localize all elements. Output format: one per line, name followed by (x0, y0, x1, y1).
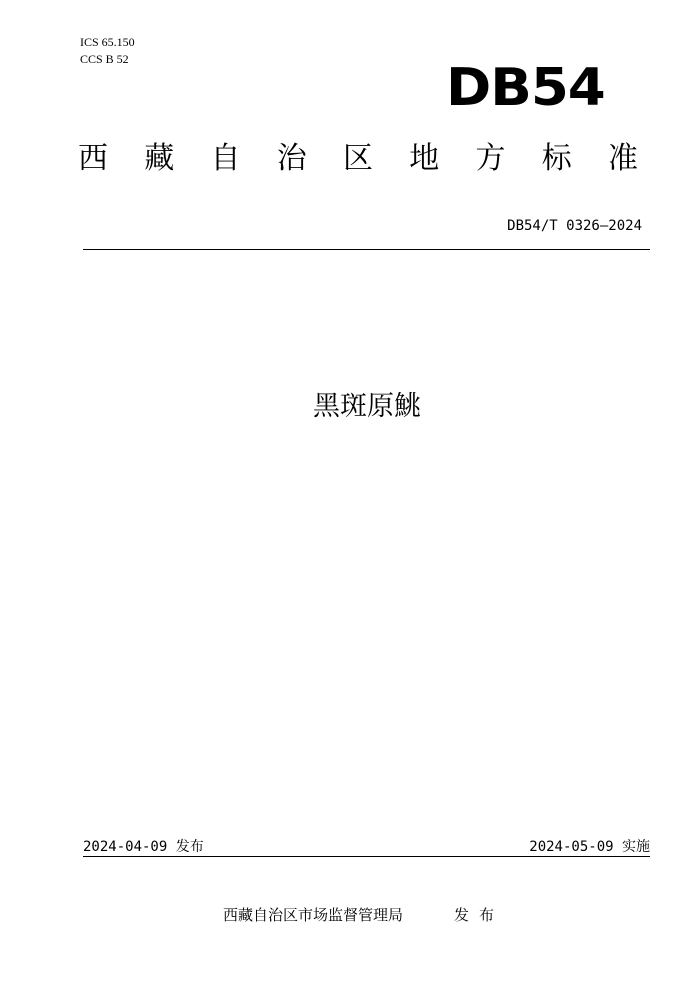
ics-code: ICS 65.150 (80, 35, 135, 49)
title-char: 准 (608, 141, 638, 176)
title-char: 标 (541, 141, 572, 176)
title-char: 藏 (144, 141, 175, 176)
issuing-authority: 西藏自治区市场监督管理局 (223, 906, 404, 924)
effective-date-line (529, 836, 650, 856)
title-char: 治 (276, 141, 307, 176)
title-char: 西 (78, 141, 108, 176)
title-char: 自 (210, 141, 241, 176)
document-number: DB54/T 0326—2024 (507, 218, 642, 234)
classification-codes (80, 34, 135, 68)
footer-divider (83, 856, 650, 857)
issue-label: 发布 (454, 906, 505, 924)
header-divider (83, 249, 650, 250)
publish-label: 发布 (175, 839, 204, 855)
publish-date: 2024-04-09 (83, 839, 168, 855)
title-char: 方 (475, 141, 506, 176)
document-title: 黑斑原鮡 (313, 391, 421, 422)
effective-label: 实施 (622, 839, 650, 855)
standard-logo: DB54 (446, 58, 605, 118)
ccs-code: CCS B 52 (80, 52, 129, 66)
standard-type-title (78, 133, 638, 177)
title-char: 地 (409, 141, 440, 176)
publish-date-line (83, 836, 204, 856)
title-char: 区 (343, 141, 373, 176)
effective-date: 2024-05-09 (529, 839, 614, 855)
